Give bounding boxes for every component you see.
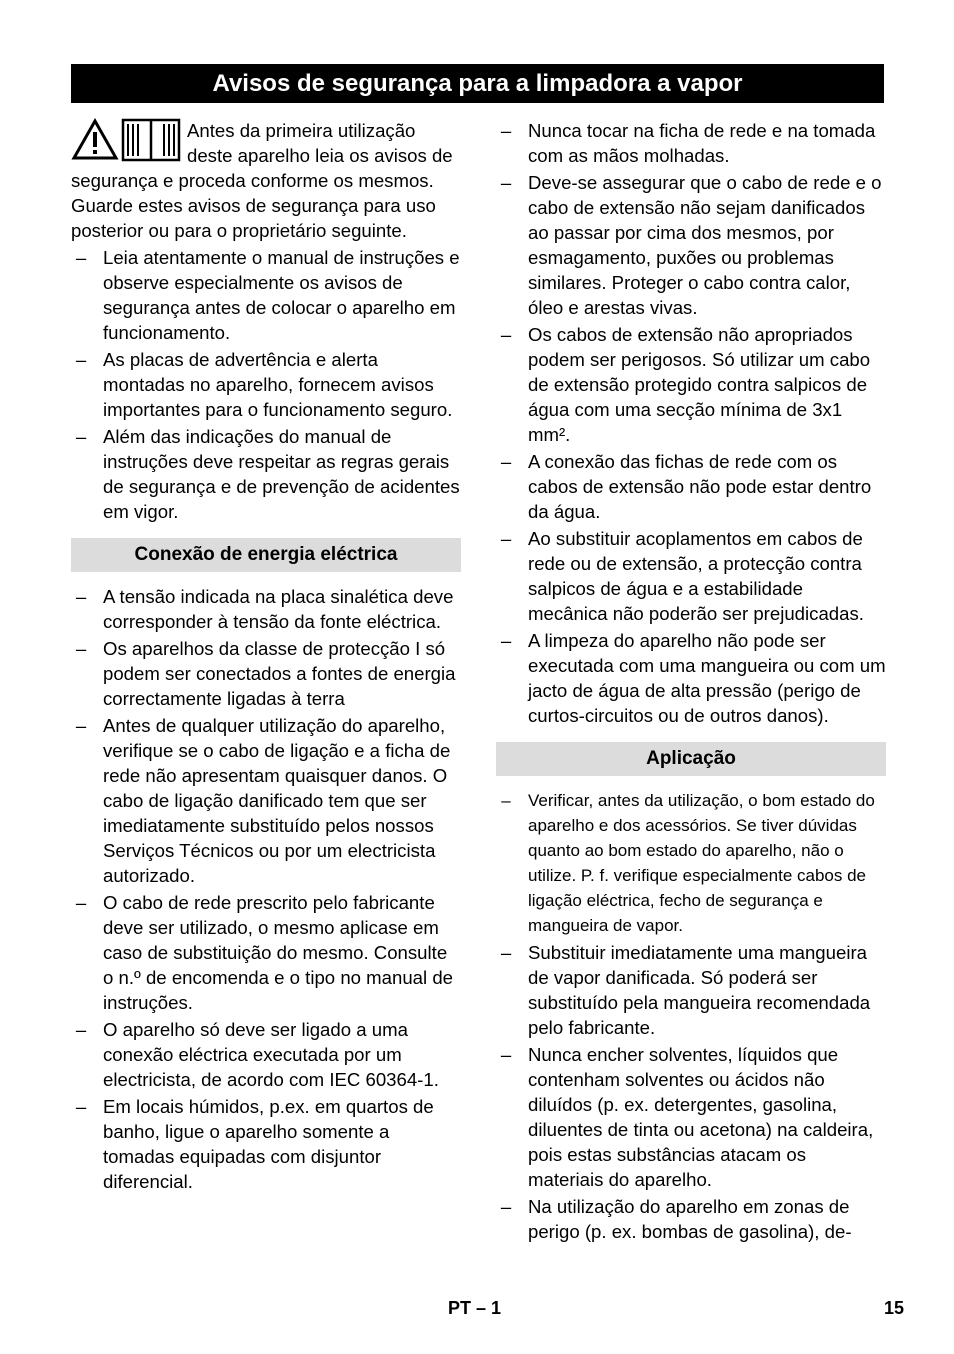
warning-triangle-icon	[74, 121, 116, 158]
list-item: – Leia atentamente o manual de instruções e observe especialmente os avisos de segurança antes de colocar o aparelho em funcionamento.	[71, 245, 461, 345]
list-item: – Além das indicações do manual de instruções deve respeitar as regras gerais de segurança e de prevenção de acidentes em vigor.	[71, 424, 461, 524]
list-item: – A tensão indicada na placa sinalética deve corresponder à tensão da fonte eléctrica.	[71, 584, 461, 634]
list-item: – Nunca encher solventes, líquidos que contenham solventes ou ácidos não diluídos (p. ex. detergentes, gasolina, diluentes de tinta ou acetona) na caldeira, pois estas substâncias atacam os materiais do aparelho.	[496, 1042, 886, 1192]
list-item: – O aparelho só deve ser ligado a uma conexão eléctrica executada por um electricista, de acordo com IEC 60364-1.	[71, 1017, 461, 1092]
open-book-icon	[123, 120, 179, 160]
list-item: – Verificar, antes da utilização, o bom estado do aparelho e dos acessórios. Se tiver dúvidas quanto ao bom estado do aparelho, não o utilize. P. f. verifique especialmente cabos de ligação eléctrica, fecho de segurança e mangueira de vapor.	[496, 788, 886, 938]
list-item: – Substituir imediatamente uma mangueira de vapor danificada. Só poderá ser substituído pela mangueira recomendada pelo fabricante.	[496, 940, 886, 1040]
list-item: – O cabo de rede prescrito pelo fabricante deve ser utilizado, o mesmo aplicase em caso de substituição do mesmo. Consulte o n.º de encomenda e o tipo no manual de instruções.	[71, 890, 461, 1015]
list-item: – A conexão das fichas de rede com os cabos de extensão não pode estar dentro da água.	[496, 449, 886, 524]
list-item: – Deve-se assegurar que o cabo de rede e o cabo de extensão não sejam danificados ao passar por cima dos mesmos, por esmagamento, puxões ou problemas similares. Proteger o cabo contra calor, óleo e arestas vivas.	[496, 170, 886, 320]
cable-list	[496, 118, 886, 728]
right-column	[496, 118, 886, 1246]
page-number: 15	[884, 1298, 905, 1318]
left-column	[71, 118, 461, 1196]
energy-list	[71, 584, 461, 1194]
intro-paragraph	[71, 118, 461, 243]
list-item: – Nunca tocar na ficha de rede e na tomada com as mãos molhadas.	[496, 118, 886, 168]
list-item: – Os cabos de extensão não apropriados podem ser perigosos. Só utilizar um cabo de extensão protegido contra salpicos de água com uma secção mínima de 3x1 mm².	[496, 322, 886, 447]
list-item: – Na utilização do aparelho em zonas de perigo (p. ex. bombas de gasolina), de-	[496, 1194, 886, 1244]
list-item: – Os aparelhos da classe de protecção I só podem ser conectados a fontes de energia correctamente ligadas à terra	[71, 636, 461, 711]
footer-lang: PT	[448, 1298, 472, 1318]
list-item: – Antes de qualquer utilização do aparelho, verifique se o cabo de ligação e a ficha de rede não apresentam quaisquer danos. O cabo de ligação danificado tem que ser imediatamente substituído pelos nossos Serviços Técnicos ou por um electricista autorizado.	[71, 713, 461, 888]
footer-sub: – 1	[476, 1298, 502, 1318]
safety-list	[71, 245, 461, 524]
intro-text: Antes da primeira utilização deste aparelho leia os avisos de segurança e proceda conforme os mesmos. Guarde estes avisos de segurança para uso posterior ou para o proprietário seguinte.	[71, 120, 453, 241]
warning-manual-icons	[71, 118, 183, 162]
section-heading-energy: Conexão de energia eléctrica	[71, 538, 461, 572]
list-item: – Em locais húmidos, p.ex. em quartos de banho, ligue o aparelho somente a tomadas equipadas com disjuntor diferencial.	[71, 1094, 461, 1194]
list-item: – Ao substituir acoplamentos em cabos de rede ou de extensão, a protecção contra salpicos de água e a estabilidade mecânica não poderão ser prejudicadas.	[496, 526, 886, 626]
footer-language	[448, 1298, 501, 1319]
application-list-cont	[496, 940, 886, 1244]
page-title: Avisos de segurança para a limpadora a vapor	[71, 64, 884, 103]
section-heading-application: Aplicação	[496, 742, 886, 776]
list-item: – A limpeza do aparelho não pode ser executada com uma mangueira ou com um jacto de água de alta pressão (perigo de curtos-circuitos ou de outros danos).	[496, 628, 886, 728]
list-item: – As placas de advertência e alerta montadas no aparelho, fornecem avisos importantes para o funcionamento seguro.	[71, 347, 461, 422]
application-list	[496, 788, 886, 938]
